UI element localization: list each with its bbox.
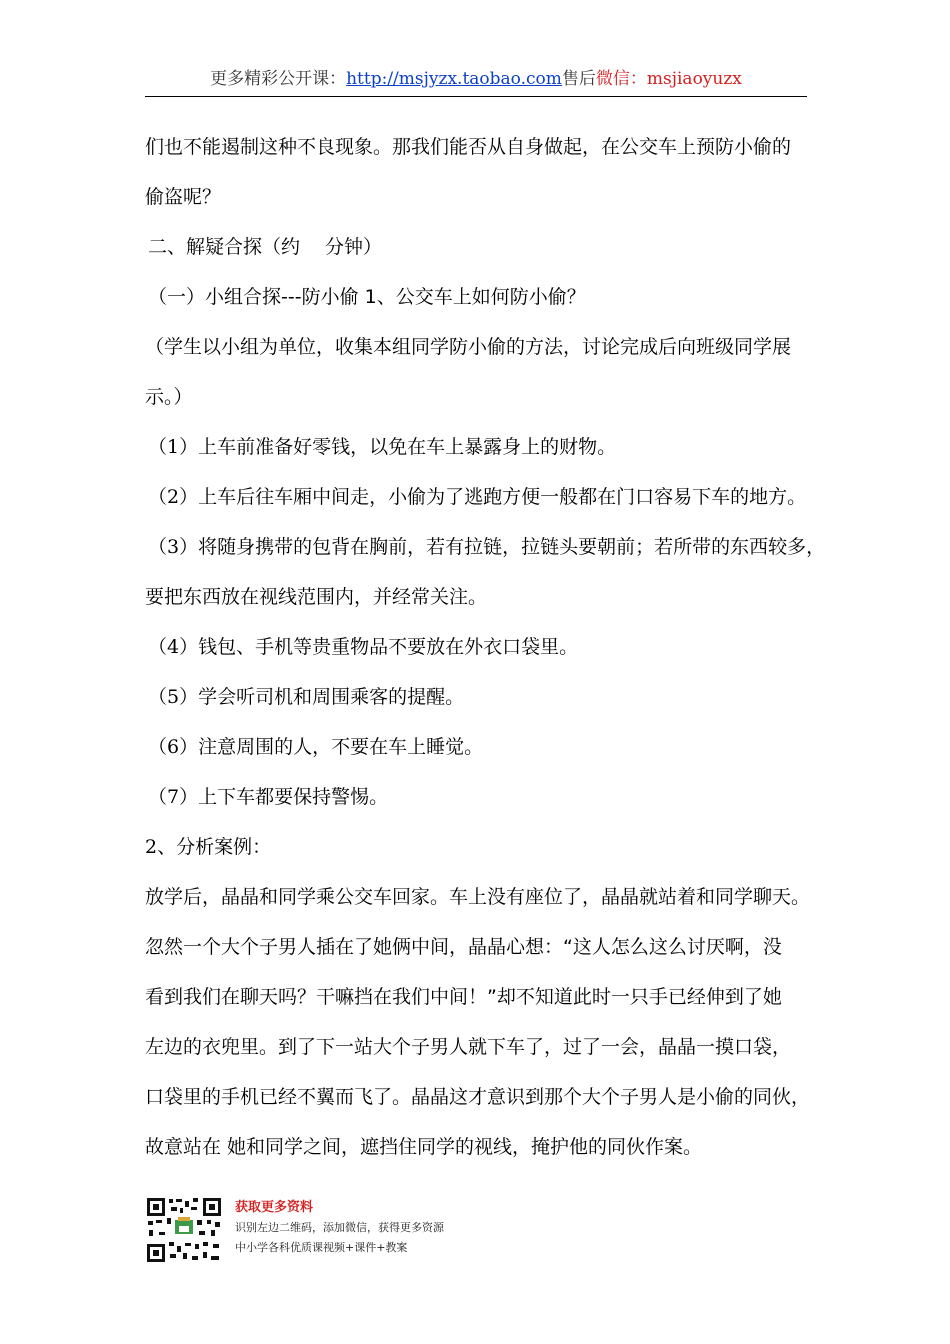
footer-title: 获取更多资料 [235, 1200, 314, 1215]
story-line: 看到我们在聊天吗？干嘛挡在我们中间！”却不知道此时一只手已经伸到了她 [145, 986, 782, 1008]
item-text: 注意周围的人，不要在车上睡觉。 [198, 736, 484, 758]
list-item [145, 622, 825, 672]
item-text: 上下车都要保持警惕。 [198, 786, 389, 808]
footer-line-1: 识别左边二维码，添加微信，获得更多资源 [235, 1221, 444, 1234]
page-header [145, 66, 807, 97]
list-item [145, 772, 825, 822]
taobao-link[interactable]: http://msjyzx.taobao.com [346, 69, 562, 89]
story-line: 故意站在 她和同学之间，遮挡住同学的视线，掩护他的同伙作案。 [145, 1136, 703, 1158]
item-text: 学会听司机和周围乘客的提醒。 [198, 686, 465, 708]
list-item [145, 672, 825, 722]
instruction-line: （学生以小组为单位，收集本组同学防小偷的方法，讨论完成后向班级同学展 [145, 336, 792, 358]
story-line: 忽然一个大个子男人插在了她俩中间，晶晶心想：“这人怎么这么讨厌啊，没 [145, 936, 782, 958]
item-text: 上车前准备好零钱，以免在车上暴露身上的财物。 [198, 436, 617, 458]
document-body [145, 122, 825, 1172]
story-line: 左边的衣兜里。到了下一站大个子男人就下车了，过了一会，晶晶一摸口袋， [145, 1036, 792, 1058]
item-number: （7） [148, 786, 199, 808]
item-number: （1） [148, 436, 199, 458]
footer-text [235, 1198, 444, 1258]
subsection-heading: （一）小组合探---防小偷 1、公交车上如何防小偷？ [148, 286, 586, 308]
item-number: （5） [148, 686, 199, 708]
case-title: 分析案例： [176, 836, 272, 858]
header-middle: 售后 [561, 69, 596, 89]
wechat-id: msjiaoyuzx [646, 69, 742, 89]
promo-footer [145, 1196, 545, 1266]
story-line: 口袋里的手机已经不翼而飞了。晶晶这才意识到那个大个子男人是小偷的同伙， [145, 1086, 811, 1108]
wechat-label: 微信： [595, 69, 647, 89]
list-item [145, 472, 825, 522]
item-number: （3） [148, 536, 199, 558]
list-item [145, 522, 825, 572]
paragraph-line: 偷盗呢？ [145, 186, 222, 208]
qr-code-icon[interactable] [145, 1196, 223, 1264]
case-heading [145, 822, 825, 872]
header-prefix: 更多精彩公开课： [210, 69, 347, 89]
list-item-continuation: 要把东西放在视线范围内，并经常关注。 [145, 586, 488, 608]
story-line: 放学后，晶晶和同学乘公交车回家。车上没有座位了，晶晶就站着和同学聊天。 [145, 886, 811, 908]
item-text: 上车后往车厢中间走，小偷为了逃跑方便一般都在门口容易下车的地方。 [198, 486, 807, 508]
item-number: （2） [148, 486, 199, 508]
item-text: 将随身携带的包背在胸前，若有拉链，拉链头要朝前；若所带的东西较多， [198, 536, 826, 558]
item-number: （4） [148, 636, 199, 658]
list-item [145, 422, 825, 472]
footer-line-2: 中小学各科优质课视频+课件+教案 [235, 1241, 408, 1254]
item-text: 钱包、手机等贵重物品不要放在外衣口袋里。 [198, 636, 579, 658]
instruction-line: 示。） [145, 386, 193, 408]
section-heading: 二、解疑合探（约 分钟） [148, 236, 383, 258]
item-number: （6） [148, 736, 199, 758]
list-item [145, 722, 825, 772]
paragraph-line: 们也不能遏制这种不良现象。那我们能否从自身做起，在公交车上预防小偷的 [145, 136, 792, 158]
case-number: 2、 [145, 836, 177, 858]
